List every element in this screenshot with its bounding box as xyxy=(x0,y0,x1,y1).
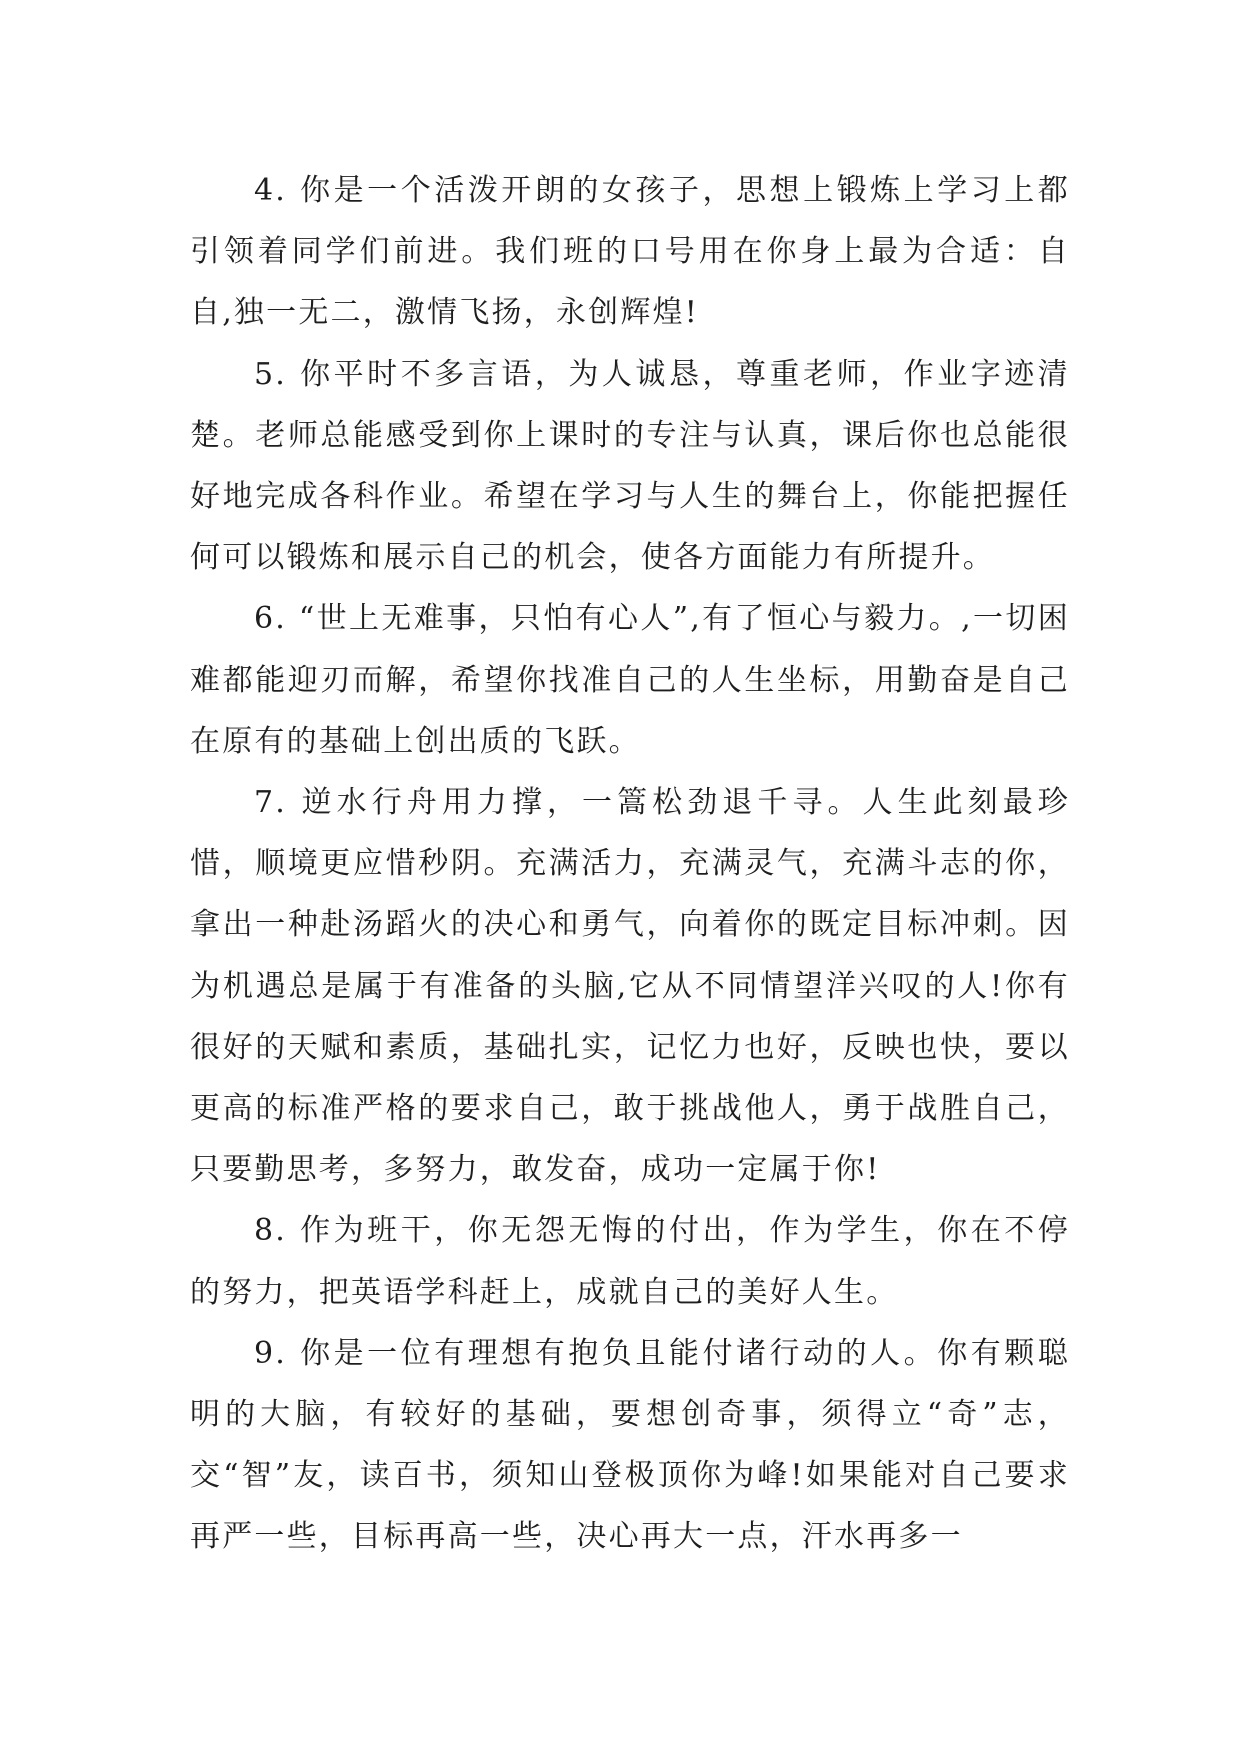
paragraph-6: 6. “世上无难事，只怕有心人”,有了恒心与毅力。,一切困难都能迎刃而解，希望你找准自己的人生坐标，用勤奋是自己在原有的基础上创出质的飞跃。 xyxy=(190,601,1070,759)
paragraph-5: 5. 你平时不多言语，为人诚恳，尊重老师，作业字迹清楚。老师总能感受到你上课时的专注与认真，课后你也总能很好地完成各科作业。希望在学习与人生的舞台上，你能把握任何可以锻炼和展示自己的机会，使各方面能力有所提升。 xyxy=(190,356,1070,576)
paragraph-9: 9. 你是一位有理想有抱负且能付诸行动的人。你有颗聪明的大脑，有较好的基础，要想创奇事，须得立“奇”志，交“智”友，读百书，须知山登极顶你为峰!如果能对自己要求再严一些，目标再高一些，决心再大一点，汗水再多一 xyxy=(190,1335,1070,1555)
paragraph-4: 4. 你是一个活泼开朗的女孩子，思想上锻炼上学习上都引领着同学们前进。我们班的口号用在你身上最为合适：自自,独一无二，激情飞扬，永创辉煌! xyxy=(190,173,1070,331)
paragraph-8: 8. 作为班干，你无怨无悔的付出，作为学生，你在不停的努力，把英语学科赶上，成就自己的美好人生。 xyxy=(190,1213,1070,1310)
paragraph-7: 7. 逆水行舟用力撑，一篙松劲退千寻。人生此刻最珍惜，顺境更应惜秒阴。充满活力，充满灵气，充满斗志的你，拿出一种赴汤蹈火的决心和勇气，向着你的既定目标冲刺。因为机遇总是属于有准备的头脑,它从不同情望洋兴叹的人!你有很好的天赋和素质，基础扎实，记忆力也好，反映也快，要以更高的标准严格的要求自己，敢于挑战他人，勇于战胜自己，只要勤思考，多努力，敢发奋，成功一定属于你! xyxy=(190,785,1070,1188)
document-body xyxy=(190,160,1070,1568)
